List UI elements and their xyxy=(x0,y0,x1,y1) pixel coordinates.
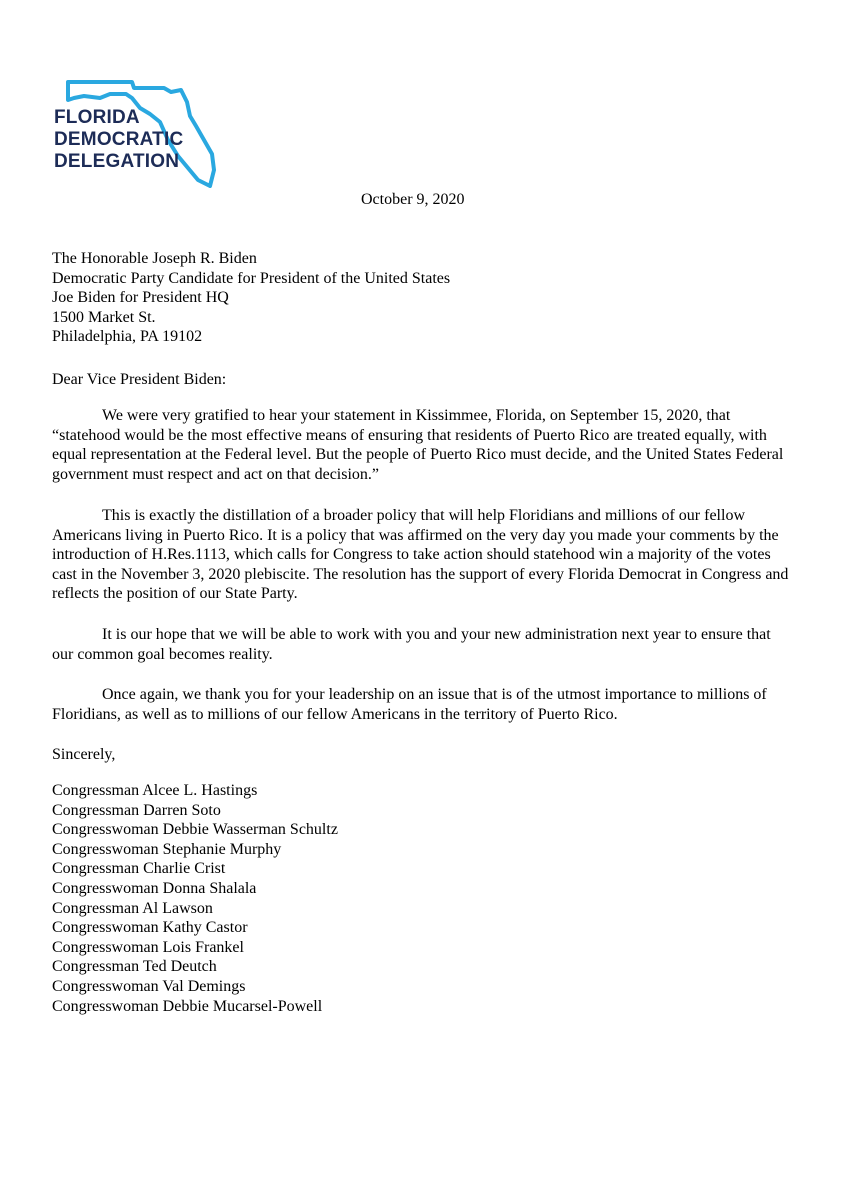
recipient-address xyxy=(52,249,450,347)
salutation: Dear Vice President Biden: xyxy=(52,371,227,388)
signatory: Congresswoman Debbie Wasserman Schultz xyxy=(52,821,338,839)
org-name-line-2: DEMOCRATIC xyxy=(54,129,184,150)
body-paragraph: This is exactly the distillation of a broader policy that will help Floridians and millions of our fellow Americans living in Puerto Rico. It is a policy that was affirmed on the very day you made your comments by the introduction of H.Res.1113, which calls for Congress to take action should statehood win a majority of the votes cast in the November 3, 2020 plebiscite. The resolution has the support of every Florida Democrat in Congress and reflects the position of our State Party. xyxy=(52,507,789,602)
signatory: Congressman Al Lawson xyxy=(52,899,213,917)
signatory: Congressman Darren Soto xyxy=(52,801,221,819)
signatory: Congresswoman Stephanie Murphy xyxy=(52,840,282,858)
closing: Sincerely, xyxy=(52,746,116,763)
org-name-line-1: FLORIDA xyxy=(54,107,140,128)
signatory-list xyxy=(52,781,338,1016)
signatory: Congresswoman Lois Frankel xyxy=(52,938,244,956)
body-paragraph: It is our hope that we will be able to work with you and your new administration next year to ensure that our common goal becomes reality. xyxy=(52,626,771,663)
letter-date: October 9, 2020 xyxy=(361,191,465,208)
signatory: Congressman Charlie Crist xyxy=(52,860,226,878)
recipient-office: Joe Biden for President HQ xyxy=(52,289,229,306)
body-paragraph: We were very gratified to hear your statement in Kissimmee, Florida, on September 15, 2020, that “statehood would be the most effective means of ensuring that residents of Puerto Rico are treated equally, with equal representation at the Federal level. But the people of Puerto Rico must decide, and the United States Federal government must respect and act on that decision.” xyxy=(52,407,784,483)
signatory: Congressman Alcee L. Hastings xyxy=(52,782,258,799)
signatory: Congresswoman Donna Shalala xyxy=(52,879,257,897)
body-paragraph: Once again, we thank you for your leadership on an issue that is of the utmost importance to millions of Floridians, as well as to millions of our fellow Americans in the territory of Puerto Rico. xyxy=(52,686,767,723)
signatory: Congresswoman Kathy Castor xyxy=(52,919,248,937)
recipient-title: Democratic Party Candidate for President of the United States xyxy=(52,269,451,287)
org-name-line-3: DELEGATION xyxy=(54,151,180,172)
recipient-city: Philadelphia, PA 19102 xyxy=(52,328,203,345)
signatory: Congresswoman Val Demings xyxy=(52,977,246,995)
recipient-name: The Honorable Joseph R. Biden xyxy=(52,250,257,267)
signatory: Congresswoman Debbie Mucarsel-Powell xyxy=(52,997,323,1015)
letterhead-logo xyxy=(48,74,218,194)
signatory: Congressman Ted Deutch xyxy=(52,958,217,976)
recipient-street: 1500 Market St. xyxy=(52,308,156,326)
